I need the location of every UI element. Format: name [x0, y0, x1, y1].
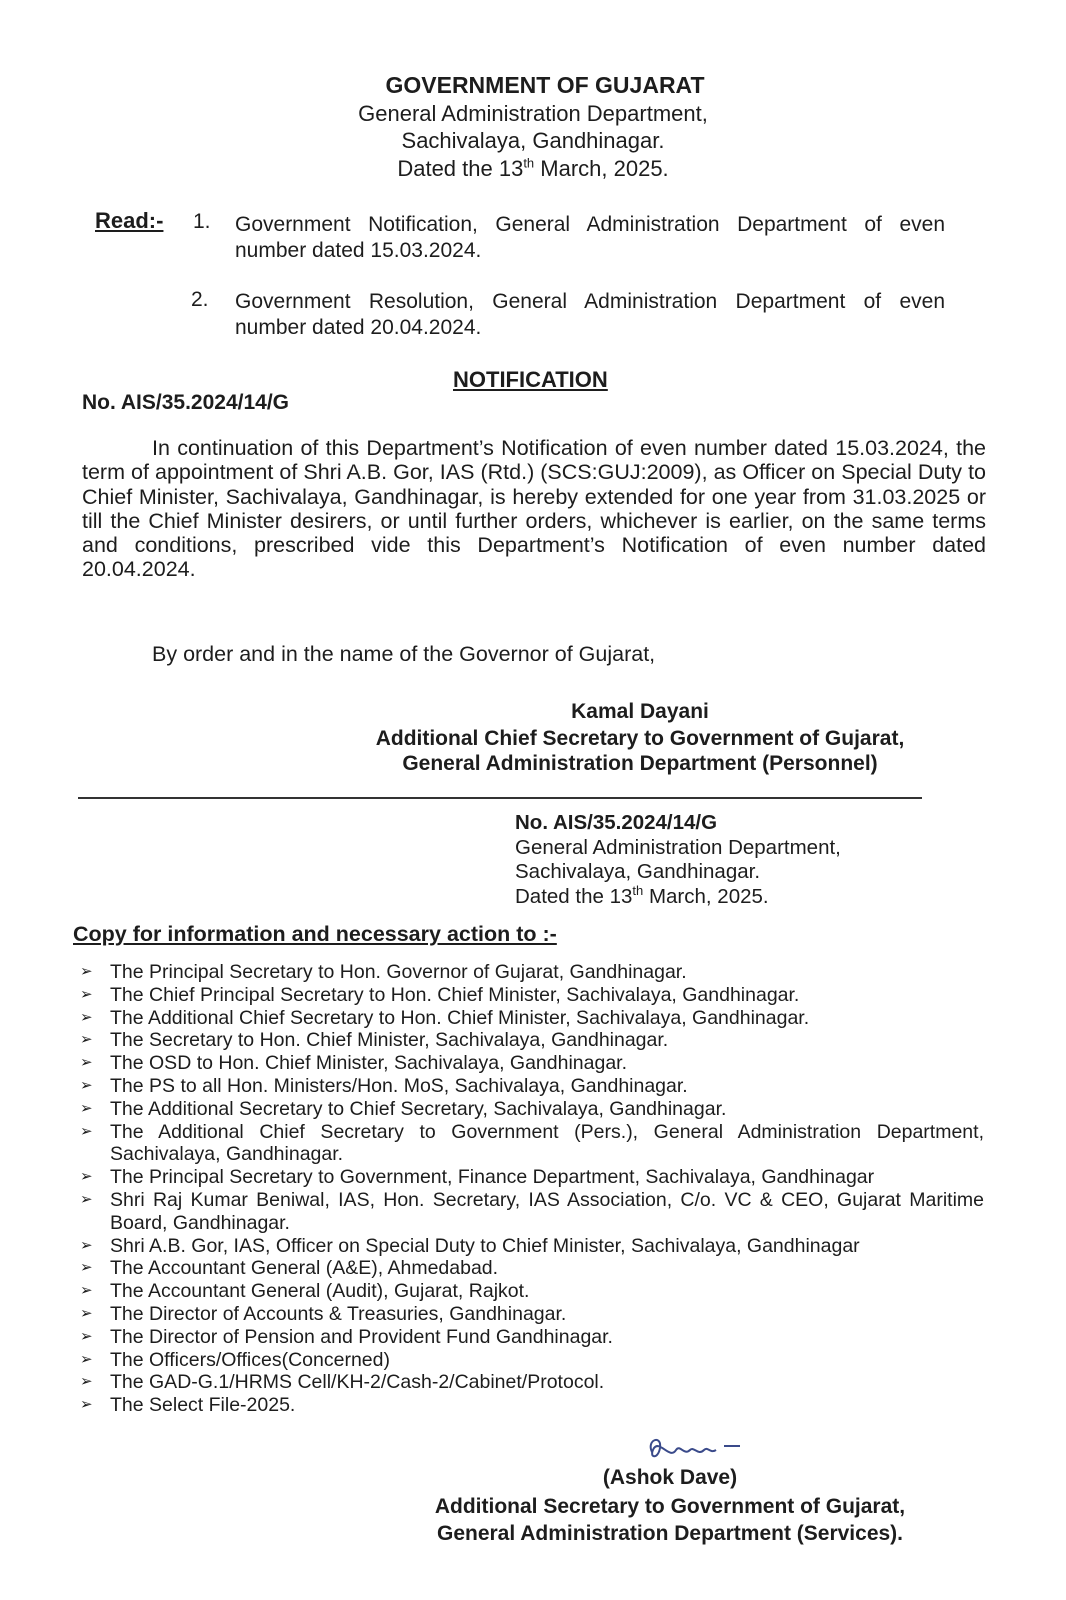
copy-to-item — [74, 1029, 984, 1052]
copy-to-item — [74, 1257, 984, 1280]
copy-to-item-text: The Director of Accounts & Treasuries, Gandhinagar. — [110, 1302, 567, 1325]
arrowhead-bullet-icon: ➢ — [80, 1350, 93, 1368]
copy-to-item — [74, 1121, 984, 1167]
arrowhead-bullet-icon: ➢ — [80, 1008, 93, 1026]
arrowhead-bullet-icon: ➢ — [80, 1122, 93, 1140]
arrowhead-bullet-icon: ➢ — [80, 1236, 93, 1254]
copy-to-item — [74, 1235, 984, 1258]
arrowhead-bullet-icon: ➢ — [80, 1259, 93, 1277]
dispatch-location: Sachivalaya, Gandhinagar. — [515, 860, 761, 883]
arrowhead-bullet-icon: ➢ — [80, 1373, 93, 1391]
signatory-name: (Ashok Dave) — [602, 1466, 738, 1489]
notification-heading: NOTIFICATION — [453, 367, 608, 392]
arrowhead-bullet-icon: ➢ — [80, 1190, 93, 1208]
copy-to-item — [74, 1326, 984, 1349]
read-item-text: Government Resolution, General Administration Department of even number dated 20.04.2024. — [235, 290, 945, 339]
copy-to-item-text: The Director of Pension and Provident Fund Gandhinagar. — [110, 1325, 613, 1348]
signatory-name: Kamal Dayani — [571, 700, 709, 723]
copy-to-heading: Copy for information and necessary action to :- — [73, 922, 557, 946]
copy-to-item — [74, 961, 984, 984]
issue-date — [0, 156, 1066, 182]
copy-to-item-text: The GAD-G.1/HRMS Cell/KH-2/Cash-2/Cabinet/Protocol. — [110, 1371, 605, 1394]
signatory-department: General Administration Department (Services). — [436, 1522, 904, 1545]
signatory-designation: Additional Secretary to Government of Gujarat, — [434, 1495, 906, 1518]
copy-to-item-text: Shri Raj Kumar Beniwal, IAS, Hon. Secretary, IAS Association, C/o. VC & CEO, Gujarat Maritime Board, Gandhinagar. — [110, 1188, 984, 1234]
dispatch-date-suffix: March, 2025. — [643, 884, 769, 908]
copy-to-item — [74, 1349, 984, 1372]
arrowhead-bullet-icon: ➢ — [80, 1304, 93, 1322]
signatory-designation: Additional Chief Secretary to Government of Gujarat, — [375, 727, 905, 750]
arrowhead-bullet-icon: ➢ — [80, 1327, 93, 1345]
copy-to-list — [74, 961, 984, 1417]
copy-to-item-text: The Additional Chief Secretary to Hon. Chief Minister, Sachivalaya, Gandhinagar. — [110, 1006, 810, 1029]
by-order-line: By order and in the name of the Governor of Gujarat, — [152, 642, 656, 666]
copy-to-item — [74, 984, 984, 1007]
office-location: Sachivalaya, Gandhinagar. — [401, 128, 665, 153]
read-item-text: Government Notification, General Administration Department of even number dated 15.03.2024. — [235, 213, 945, 262]
copy-to-item — [74, 1280, 984, 1303]
copy-to-item — [74, 1394, 984, 1417]
arrowhead-bullet-icon: ➢ — [80, 1076, 93, 1094]
issue-date-suffix: March, 2025. — [534, 156, 669, 181]
copy-to-item-text: The Select File-2025. — [110, 1394, 296, 1417]
copy-to-item-text: The PS to all Hon. Ministers/Hon. MoS, Sachivalaya, Gandhinagar. — [110, 1074, 688, 1097]
copy-to-item-text: The Additional Chief Secretary to Government (Pers.), General Administration Department, Sachivalaya, Gandhinagar. — [110, 1120, 984, 1166]
copy-to-item — [74, 1189, 984, 1235]
copy-to-item — [74, 1166, 984, 1189]
arrowhead-bullet-icon: ➢ — [80, 1031, 93, 1049]
dispatch-department: General Administration Department, — [515, 835, 841, 859]
copy-to-item — [74, 1371, 984, 1394]
dispatch-block — [515, 811, 841, 909]
arrowhead-bullet-icon: ➢ — [80, 963, 93, 980]
copy-to-item-text: The Accountant General (Audit), Gujarat, Rajkot. — [110, 1280, 530, 1303]
issue-date-prefix: Dated the 13 — [397, 156, 524, 181]
issue-date-superscript: th — [523, 155, 535, 171]
dispatch-date — [515, 882, 841, 910]
notification-body-text: In continuation of this Department’s Notification of even number dated 15.03.2024, the term of appointment of Shri A.B. Gor, IAS (Rtd.) (SCS:GUJ:2009), as Officer on Special Duty to Chief Minister, Sachivalaya, Gandhinagar, is hereby extended for one year from 31.03.2025 or till the Chief Minister desirers, or until further orders, whichever is earlier, on the same terms and conditions, prescribed vide this Department’s Notification of even number dated 20.04.2024. — [82, 436, 986, 582]
copy-to-item — [74, 1052, 984, 1075]
government-title: GOVERNMENT OF GUJARAT — [385, 72, 705, 98]
arrowhead-bullet-icon: ➢ — [80, 1099, 93, 1117]
horizontal-divider — [78, 797, 922, 799]
copy-to-item-text: The Principal Secretary to Hon. Governor of Gujarat, Gandhinagar. — [110, 961, 687, 983]
read-item-number: 1. — [193, 210, 211, 233]
copy-to-item-text: The Accountant General (A&E), Ahmedabad. — [110, 1257, 499, 1280]
copy-to-item-text: The Secretary to Hon. Chief Minister, Sachivalaya, Gandhinagar. — [110, 1029, 669, 1052]
copy-to-item-text: The Additional Secretary to Chief Secretary, Sachivalaya, Gandhinagar. — [110, 1097, 727, 1120]
notification-number: No. AIS/35.2024/14/G — [82, 391, 289, 414]
dispatch-number: No. AIS/35.2024/14/G — [515, 811, 718, 834]
copy-to-item-text: The Principal Secretary to Government, Finance Department, Sachivalaya, Gandhinagar — [110, 1166, 875, 1189]
arrowhead-bullet-icon: ➢ — [80, 985, 93, 1003]
copy-to-item — [74, 1007, 984, 1030]
arrowhead-bullet-icon: ➢ — [80, 1396, 93, 1414]
dispatch-date-superscript: th — [632, 882, 644, 898]
copy-to-item — [74, 1303, 984, 1326]
copy-to-item-text: The OSD to Hon. Chief Minister, Sachivalaya, Gandhinagar. — [110, 1052, 628, 1075]
arrowhead-bullet-icon: ➢ — [80, 1054, 93, 1072]
copy-to-item — [74, 1075, 984, 1098]
dispatch-date-prefix: Dated the 13 — [515, 884, 633, 908]
notification-body — [82, 436, 986, 582]
read-label: Read:- — [95, 208, 164, 233]
copy-to-item — [74, 1098, 984, 1121]
department-name: General Administration Department, — [358, 101, 708, 126]
signatory-department: General Administration Department (Personnel) — [402, 752, 878, 775]
arrowhead-bullet-icon: ➢ — [80, 1282, 93, 1300]
copy-to-item-text: Shri A.B. Gor, IAS, Officer on Special Duty to Chief Minister, Sachivalaya, Gandhinagar — [110, 1234, 860, 1257]
handwritten-signature — [640, 1430, 760, 1470]
arrowhead-bullet-icon: ➢ — [80, 1168, 93, 1186]
copy-to-item-text: The Officers/Offices(Concerned) — [110, 1348, 390, 1371]
copy-to-item-text: The Chief Principal Secretary to Hon. Chief Minister, Sachivalaya, Gandhinagar. — [110, 983, 800, 1006]
read-item-number: 2. — [191, 288, 209, 311]
